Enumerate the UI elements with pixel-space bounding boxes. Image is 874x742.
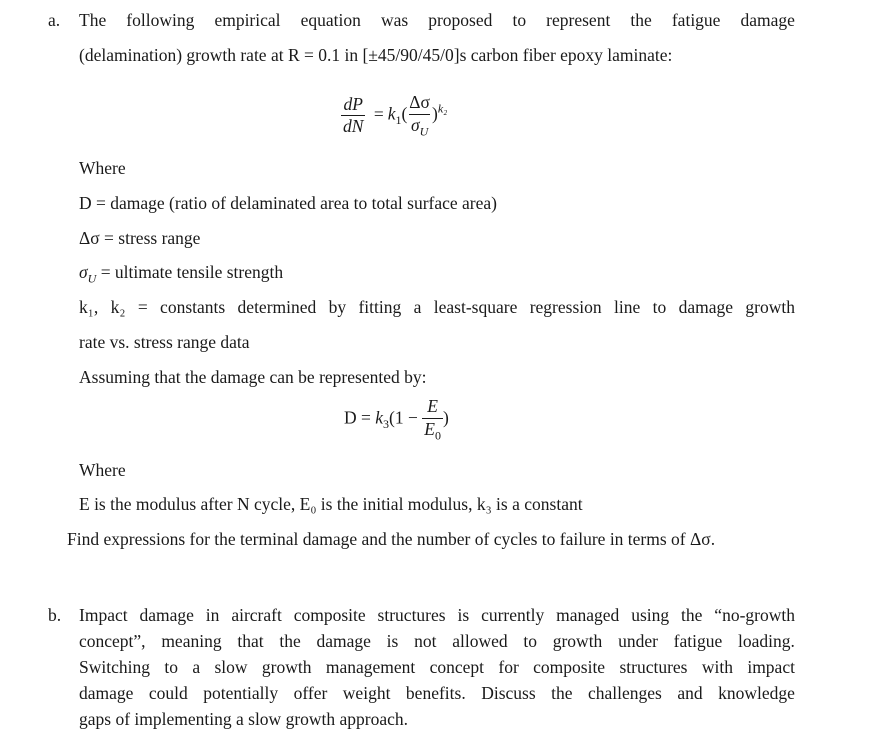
word: damage bbox=[740, 10, 795, 30]
e-numerator: E bbox=[427, 396, 438, 416]
word: regression bbox=[529, 297, 602, 317]
word: is bbox=[386, 631, 399, 651]
word: k₂ bbox=[110, 297, 126, 317]
where-label-2: Where bbox=[79, 460, 126, 480]
word: offer bbox=[293, 683, 328, 703]
modulus-ratio-fraction bbox=[422, 398, 443, 441]
k2-exponent: k₂ bbox=[437, 101, 448, 116]
word: structures bbox=[377, 605, 446, 625]
stress-ratio-fraction bbox=[407, 94, 432, 137]
e0-denominator: E bbox=[424, 418, 435, 439]
dp-numerator: dP bbox=[343, 93, 363, 114]
word: fatigue bbox=[671, 10, 721, 30]
word: by bbox=[328, 297, 347, 317]
word: knowledge bbox=[718, 683, 795, 703]
word: benefits. bbox=[405, 683, 466, 703]
part-a-intro-line2: (delamination) growth rate at R = 0.1 in [±45/90/45/0]s carbon fiber epoxy laminate: bbox=[79, 45, 673, 65]
word: impact bbox=[747, 657, 795, 677]
word: composite bbox=[293, 605, 366, 625]
word: the bbox=[279, 631, 301, 651]
word: to bbox=[523, 631, 537, 651]
word: concept”, bbox=[79, 631, 146, 651]
word: not bbox=[414, 631, 437, 651]
word: = bbox=[137, 297, 148, 317]
word: to bbox=[652, 297, 667, 317]
word: aircraft bbox=[231, 605, 282, 625]
word: composite bbox=[533, 657, 606, 677]
word: that bbox=[237, 631, 264, 651]
word: growth bbox=[552, 631, 603, 651]
sigma-u-def-subscript: U bbox=[87, 271, 97, 286]
word: potentially bbox=[203, 683, 279, 703]
paren-open: ( bbox=[401, 103, 408, 124]
word: the bbox=[551, 683, 573, 703]
word: under bbox=[618, 631, 658, 651]
damage-modulus-equation bbox=[344, 398, 449, 441]
definition-e: E is the modulus after N cycle, E₀ is the initial modulus, k₃ is a constant bbox=[79, 494, 583, 514]
dn-denominator: dN bbox=[343, 116, 364, 136]
word: with bbox=[701, 657, 733, 677]
word: growth bbox=[261, 657, 312, 677]
word: line bbox=[614, 297, 641, 317]
part-b-line2 bbox=[79, 631, 795, 652]
word: damage bbox=[139, 605, 194, 625]
word: slow bbox=[214, 657, 248, 677]
word: fitting bbox=[358, 297, 402, 317]
word: damage bbox=[79, 683, 134, 703]
part-a-intro-line1 bbox=[79, 10, 795, 31]
d-equals: D = bbox=[344, 407, 376, 428]
word: equation bbox=[300, 10, 361, 30]
word: management bbox=[325, 657, 416, 677]
word: Discuss bbox=[481, 683, 536, 703]
word: managed bbox=[556, 605, 620, 625]
word: the bbox=[630, 10, 652, 30]
definition-d: D = damage (ratio of delaminated area to total surface area) bbox=[79, 193, 497, 213]
word: currently bbox=[481, 605, 545, 625]
word: Impact bbox=[79, 605, 128, 625]
sigma-u-symbol: σ bbox=[79, 262, 88, 282]
part-b-line3 bbox=[79, 657, 795, 678]
word: a bbox=[192, 657, 201, 677]
damage-growth-equation bbox=[341, 94, 447, 137]
sigma-u-subscript: U bbox=[419, 124, 429, 138]
word: was bbox=[380, 10, 409, 30]
definition-delta-sigma: Δσ = stress range bbox=[79, 228, 201, 248]
word: could bbox=[148, 683, 188, 703]
word: proposed bbox=[428, 10, 493, 30]
paren-close: ) bbox=[431, 103, 438, 124]
delta-sigma-numerator: Δσ bbox=[409, 92, 430, 112]
word: to bbox=[164, 657, 178, 677]
word: concept bbox=[429, 657, 485, 677]
definition-k-line1 bbox=[79, 297, 795, 318]
part-b-line1 bbox=[79, 605, 795, 626]
word: damage bbox=[678, 297, 734, 317]
k1-subscript: 1 bbox=[395, 113, 402, 128]
definition-k-line2: rate vs. stress range data bbox=[79, 332, 250, 352]
where-label-1: Where bbox=[79, 158, 126, 178]
word: is bbox=[457, 605, 470, 625]
word: constants bbox=[160, 297, 226, 317]
word: “no-growth bbox=[714, 605, 795, 625]
word: structures bbox=[619, 657, 688, 677]
word: represent bbox=[546, 10, 611, 30]
word: k₁, bbox=[79, 297, 99, 317]
assuming-text: Assuming that the damage can be represented by: bbox=[79, 367, 427, 387]
word: fatigue bbox=[673, 631, 723, 651]
word: The bbox=[79, 10, 107, 30]
word: weight bbox=[342, 683, 391, 703]
word: allowed bbox=[452, 631, 508, 651]
word: least-square bbox=[433, 297, 518, 317]
word: determined bbox=[237, 297, 317, 317]
find-instruction: Find expressions for the terminal damage and the number of cycles to failure in terms of Δσ. bbox=[67, 529, 716, 549]
one-minus: (1 − bbox=[389, 407, 423, 428]
k3-subscript: 3 bbox=[383, 417, 390, 432]
word: in bbox=[205, 605, 220, 625]
word: damage bbox=[316, 631, 371, 651]
k3-symbol: k bbox=[375, 407, 384, 428]
word: the bbox=[681, 605, 703, 625]
word: and bbox=[677, 683, 703, 703]
word: to bbox=[512, 10, 527, 30]
sigma-u-denominator: σ bbox=[410, 114, 420, 135]
word: empirical bbox=[214, 10, 281, 30]
part-a-label: a. bbox=[48, 10, 61, 30]
word: following bbox=[126, 10, 195, 30]
part-b-line5: gaps of implementing a slow growth approach. bbox=[79, 709, 409, 729]
word: a bbox=[413, 297, 422, 317]
dp-dn-fraction bbox=[341, 93, 365, 136]
word: for bbox=[498, 657, 519, 677]
word: challenges bbox=[588, 683, 662, 703]
word: loading. bbox=[738, 631, 795, 651]
sigma-u-def-text: = ultimate tensile strength bbox=[96, 262, 284, 282]
definition-sigma-u bbox=[79, 262, 283, 287]
e0-subscript: 0 bbox=[434, 428, 441, 442]
word: meaning bbox=[161, 631, 222, 651]
part-b-label: b. bbox=[48, 605, 62, 625]
equals-sign: = bbox=[373, 103, 384, 124]
word: using bbox=[631, 605, 670, 625]
k1-symbol: k bbox=[387, 103, 396, 124]
word: Switching bbox=[79, 657, 150, 677]
part-b-line4 bbox=[79, 683, 795, 704]
word: growth bbox=[745, 297, 795, 317]
close-paren: ) bbox=[442, 407, 449, 428]
